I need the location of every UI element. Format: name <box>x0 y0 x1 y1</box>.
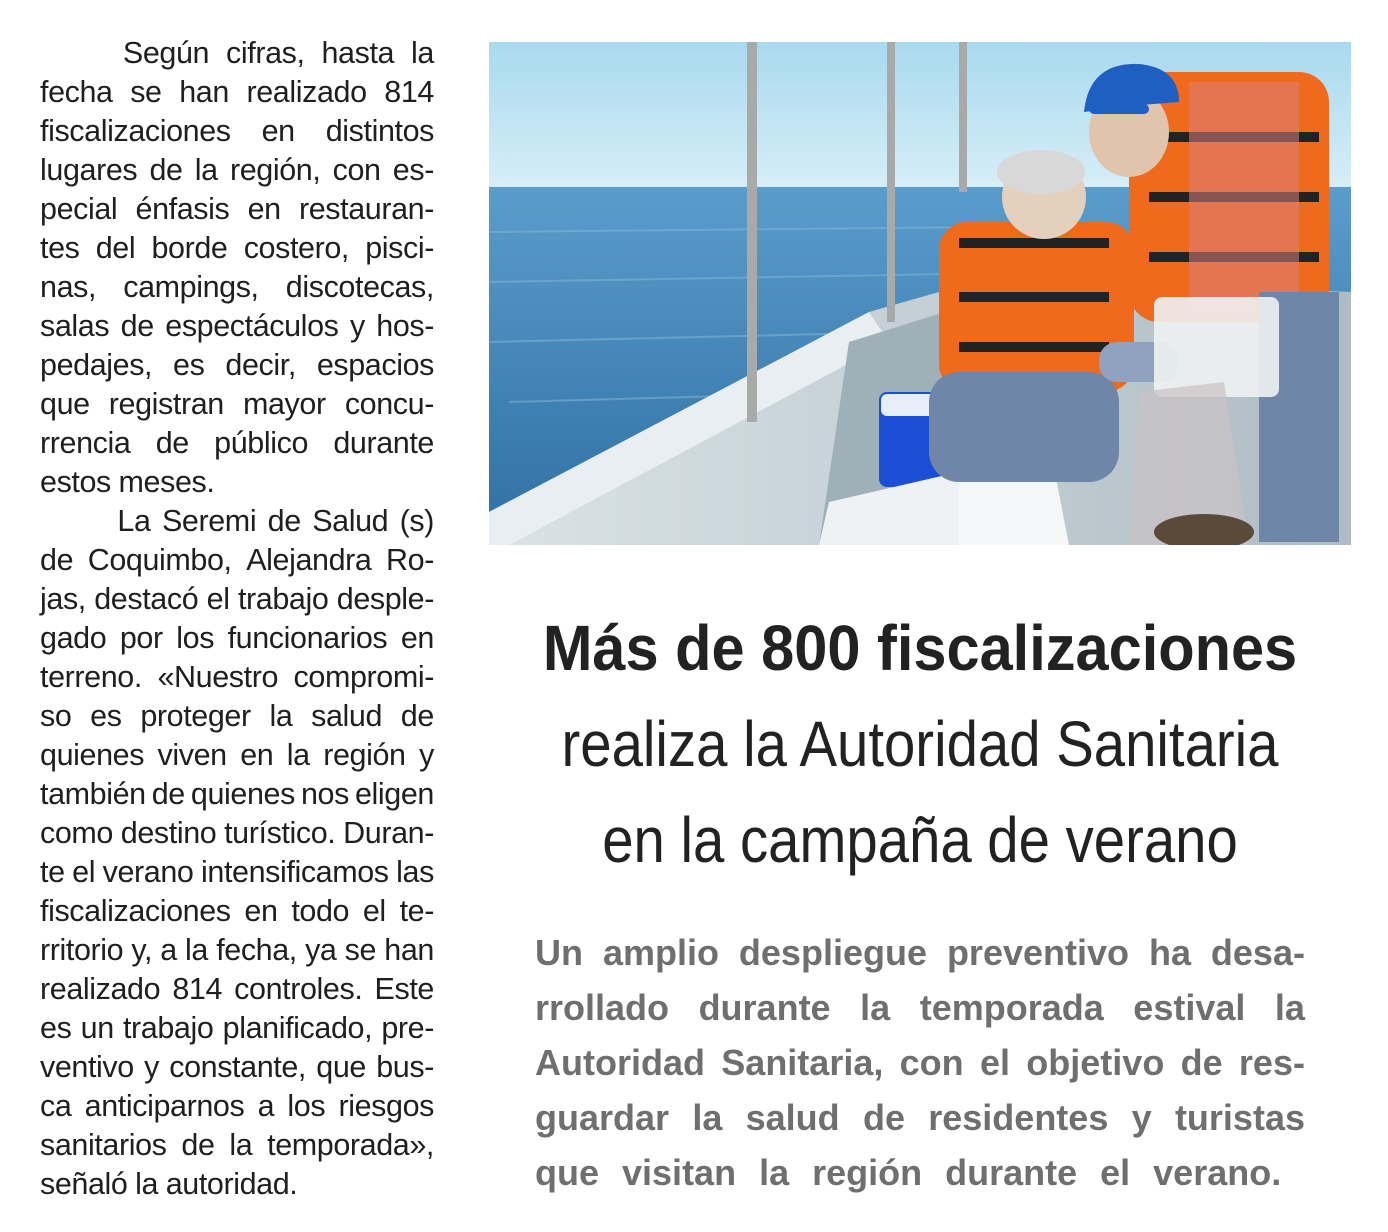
article-body-line: gado por los funcionarios en <box>40 621 434 655</box>
lead-line: que visitan la región durante el verano. <box>535 1152 1282 1193</box>
article-body-line: que registran mayor concu- <box>40 387 434 421</box>
lead-line: Autoridad Sanitaria, con el objetivo de res- <box>535 1042 1305 1083</box>
article-body-line: pecial énfasis en restauran- <box>40 192 434 226</box>
article-body-line: te el verano intensificamos las <box>40 855 434 889</box>
article-body-line: so es proteger la salud de <box>40 699 434 733</box>
lead-line: guardar la salud de residentes y turistas <box>535 1097 1305 1138</box>
lead-paragraph <box>535 925 1305 1200</box>
headline <box>489 600 1351 888</box>
article-body-line: quienes viven en la región y <box>40 738 434 772</box>
article-body-line: nas, campings, discotecas, <box>40 270 434 304</box>
article-body-line: sanitarios de la temporada», <box>40 1128 434 1162</box>
lead-line: Un amplio despliegue preventivo ha desa- <box>535 932 1305 973</box>
article-body-line: también de quienes nos eligen <box>40 777 434 811</box>
article-body-line: terreno. «Nuestro compromi- <box>40 660 434 694</box>
headline-line-3: en la campaña de verano <box>602 804 1238 876</box>
article-body-line: fiscalizaciones en distintos <box>40 114 434 148</box>
article-body-line: fiscalizaciones en todo el te- <box>40 894 434 928</box>
article-body-line: estos meses. <box>40 465 215 499</box>
headline-line-1: Más de 800 fiscalizaciones <box>542 612 1298 684</box>
lead-line: rrollado durante la temporada estival la <box>535 987 1305 1028</box>
article-body-line: es un trabajo planificado, pre- <box>40 1011 434 1045</box>
headline-line-2: realiza la Autoridad Sanitaria <box>561 708 1279 780</box>
article-body <box>40 34 434 1204</box>
photo-boat-inspection <box>489 42 1351 545</box>
article-body-line: como destino turístico. Duran- <box>40 816 434 850</box>
article-body-line: tes del borde costero, pisci- <box>40 231 434 265</box>
article-body-line: ventivo y constante, que bus- <box>40 1050 434 1084</box>
article-body-line: señaló la autoridad. <box>40 1167 298 1201</box>
article-body-line: Según cifras, hasta la <box>122 36 434 70</box>
article-body-line: ca anticiparnos a los riesgos <box>40 1089 434 1123</box>
article-body-line: rrencia de público durante <box>40 426 434 460</box>
article-body-line: rritorio y, a la fecha, ya se han <box>40 933 434 967</box>
article-photo <box>489 42 1351 545</box>
article-body-line: realizado 814 controles. Este <box>40 972 434 1006</box>
article-body-line: lugares de la región, con es- <box>40 153 434 187</box>
article-body-line: La Seremi de Salud (s) <box>117 504 434 538</box>
article-body-line: de Coquimbo, Alejandra Ro- <box>40 543 434 577</box>
article-body-line: fecha se han realizado 814 <box>40 75 434 109</box>
article-body-line: pedajes, es decir, espacios <box>40 348 434 382</box>
article-body-line: jas, destacó el trabajo desple- <box>40 582 434 616</box>
article-body-line: salas de espectáculos y hos- <box>40 309 434 343</box>
